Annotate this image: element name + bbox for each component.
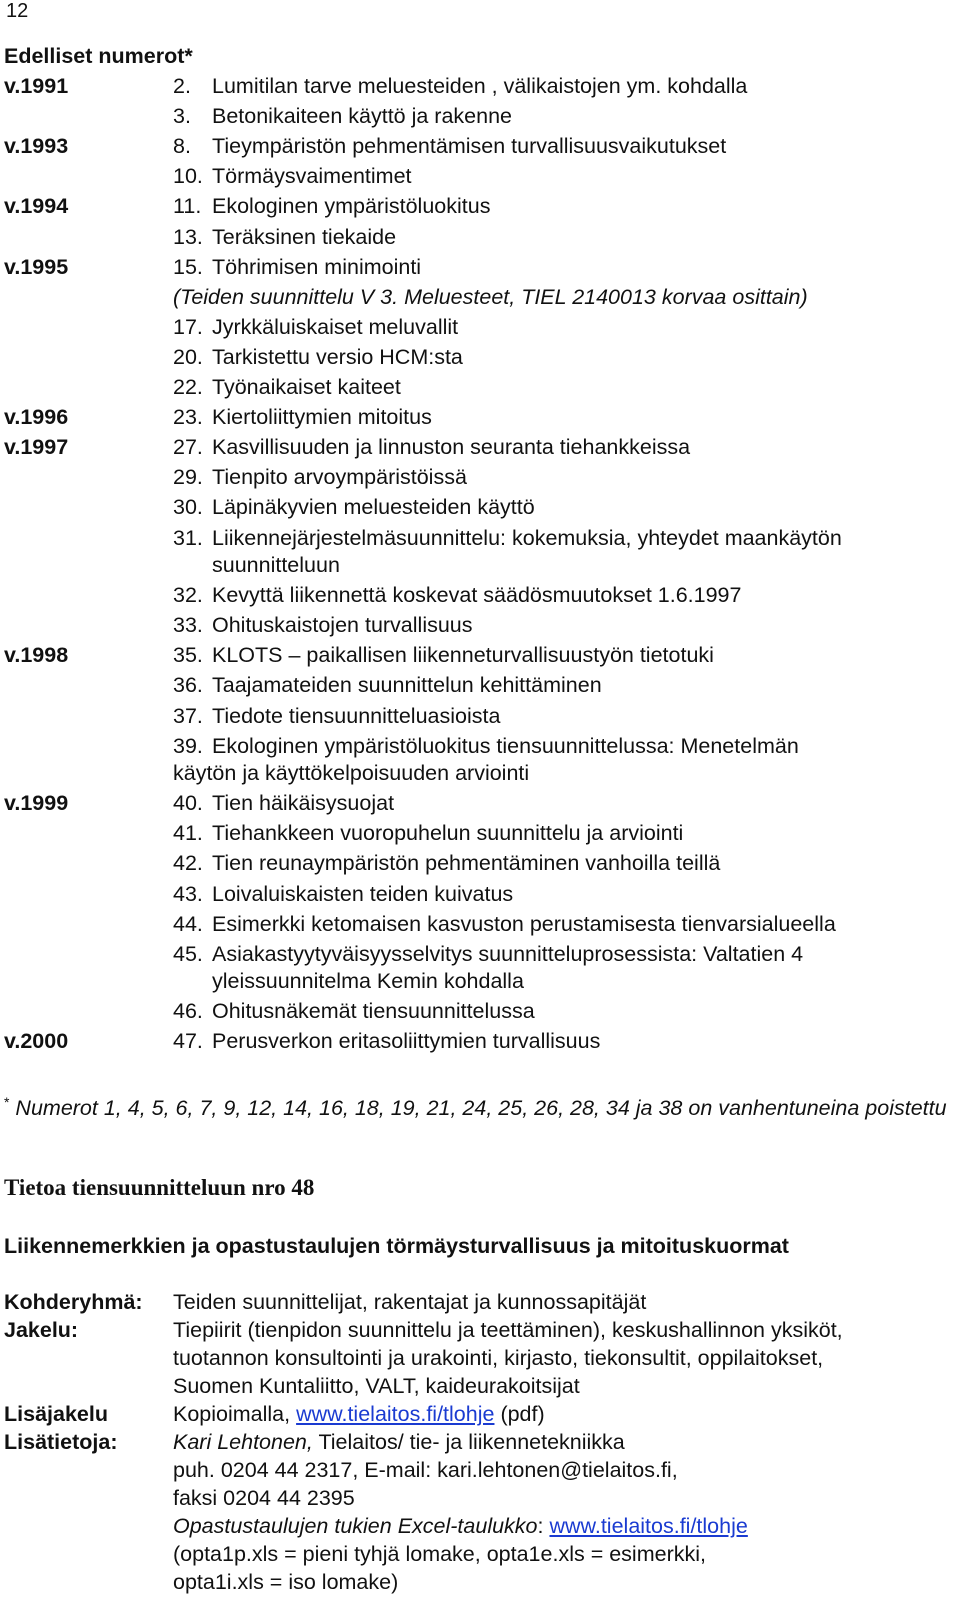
excel-label: Opastustaulujen tukien Excel-taulukko	[173, 1514, 538, 1538]
contact-label: Lisätietoja:	[4, 1430, 118, 1454]
issue-title-continuation: yleissuunnitelma Kemin kohdalla	[212, 969, 524, 994]
issue-title: Kevyttä liikennettä koskevat säädösmuutokset 1.6.1997	[212, 583, 742, 608]
issue-number: 23.	[173, 405, 203, 430]
issue-year: v.1998	[4, 643, 69, 668]
tielaitos-link[interactable]: www.tielaitos.fi/tlohje	[296, 1402, 495, 1426]
issue-number: 15.	[173, 254, 203, 279]
issue-title: Lumitilan tarve meluesteiden , välikaistojen ym. kohdalla	[212, 74, 748, 98]
issue-year: v.1995	[4, 254, 69, 279]
issue-number: 29.	[173, 465, 203, 490]
document-title: Liikennemerkkien ja opastustaulujen törmäysturvallisuus ja mitoituskuormat	[4, 1234, 789, 1258]
issue-title: Tieympäristön pehmentämisen turvallisuusvaikutukset	[212, 134, 727, 159]
issue-number: 36.	[173, 673, 203, 698]
issue-year: v.1999	[4, 791, 69, 816]
issue-title: Kasvillisuuden ja linnuston seuranta tiehankkeissa	[212, 435, 691, 460]
issue-title: Tarkistettu versio HCM:sta	[212, 344, 463, 369]
target-group-value: Teiden suunnittelijat, rakentajat ja kunnossapitäjät	[173, 1290, 647, 1314]
issue-title: Asiakastyytyväisyysselvitys suunnitteluprosessista: Valtatien 4	[212, 941, 804, 966]
distribution-line: Tiepiirit (tienpidon suunnittelu ja teettäminen), keskushallinnon yksiköt,	[173, 1318, 843, 1342]
issue-number: 40.	[173, 791, 203, 816]
issue-note: (Teiden suunnittelu V 3. Meluesteet, TIEL 2140013 korvaa osittain)	[173, 284, 808, 309]
contact-phone: puh. 0204 44 2317, E-mail: kari.lehtonen@tielaitos.fi,	[173, 1458, 678, 1482]
issue-title: Jyrkkäluiskaiset meluvallit	[212, 314, 459, 339]
issue-number: 11.	[173, 194, 202, 219]
issue-title: Työnaikaiset kaiteet	[212, 375, 401, 399]
excel-link[interactable]: www.tielaitos.fi/tlohje	[549, 1514, 748, 1538]
issue-title: Liikennejärjestelmäsuunnittelu: kokemuksia, yhteydet maankäytön	[212, 525, 842, 550]
issue-number: 8.	[173, 134, 191, 159]
issue-year: v.2000	[4, 1029, 69, 1054]
issue-title: Tiedote tiensuunnitteluasioista	[212, 703, 501, 728]
contact-fax: faksi 0204 44 2395	[173, 1486, 355, 1510]
issue-number: 43.	[173, 881, 203, 906]
issue-number: 44.	[173, 911, 203, 936]
issue-title: Ohitusnäkemät tiensuunnittelussa	[212, 999, 535, 1024]
issue-title: KLOTS – paikallisen liikenneturvallisuustyön tietotuki	[212, 643, 714, 668]
extra-distribution-label: Lisäjakelu	[4, 1402, 108, 1426]
issue-title-continuation: suunnitteluun	[212, 553, 340, 577]
issue-number: 42.	[173, 851, 203, 876]
extra-suffix: (pdf)	[494, 1402, 545, 1426]
issue-title: Tienpito arvoympäristöissä	[212, 465, 467, 490]
issue-year: v.1994	[4, 194, 69, 219]
issue-number: 33.	[173, 613, 203, 638]
issue-title: Loivaluiskaisten teiden kuivatus	[212, 881, 514, 906]
footnote	[4, 1088, 954, 1122]
issue-title: Tiehankkeen vuoropuhelun suunnittelu ja arviointi	[212, 821, 684, 846]
issue-number: 45.	[173, 941, 203, 966]
excel-line2: (opta1p.xls = pieni tyhjä lomake, opta1e.xls = esimerkki,	[173, 1542, 706, 1566]
distribution-label: Jakelu:	[4, 1318, 79, 1342]
issue-title: Törmäysvaimentimet	[212, 164, 412, 189]
issue-number: 10.	[173, 164, 203, 189]
issue-title: Töhrimisen minimointi	[212, 254, 422, 279]
issue-number: 27.	[173, 435, 203, 460]
issue-number: 39.	[173, 733, 203, 758]
issue-number: 31.	[173, 525, 203, 550]
issue-number: 17.	[173, 314, 203, 339]
issue-title: Betonikaiteen käyttö ja rakenne	[212, 104, 513, 129]
issue-number: 20.	[173, 344, 203, 369]
issue-year: v.1991	[4, 74, 69, 98]
issue-year: v.1996	[4, 405, 69, 430]
issue-title: Tien reunaympäristön pehmentäminen vanhoilla teillä	[212, 851, 721, 876]
issue-year: v.1997	[4, 435, 69, 460]
issue-number: 22.	[173, 375, 203, 399]
contact-name: Kari Lehtonen,	[173, 1430, 313, 1454]
issue-number: 41.	[173, 821, 203, 846]
issue-title: Ekologinen ympäristöluokitus tiensuunnittelussa: Menetelmän	[212, 733, 799, 758]
issue-title: Teräksinen tiekaide	[212, 224, 397, 249]
extra-distribution-value	[173, 1402, 545, 1427]
series-title: Tietoa tiensuunnitteluun nro 48	[4, 1175, 315, 1200]
contact-name-line	[173, 1430, 625, 1455]
issue-number: 47.	[173, 1029, 203, 1054]
issue-title: Ekologinen ympäristöluokitus	[212, 194, 491, 219]
issue-number: 37.	[173, 703, 203, 728]
extra-prefix: Kopioimalla,	[173, 1402, 297, 1426]
issue-title: Tien häikäisysuojat	[212, 791, 395, 816]
issue-number: 13.	[173, 224, 203, 249]
issue-year: v.1993	[4, 134, 69, 159]
footnote-text: Numerot 1, 4, 5, 6, 7, 9, 12, 14, 16, 18, 19, 21, 24, 25, 26, 28, 34 ja 38 on vanhentuneina poistettu	[9, 1096, 947, 1121]
distribution-line: Suomen Kuntaliitto, VALT, kaideurakoitsijat	[173, 1374, 580, 1398]
issue-number: 3.	[173, 104, 191, 129]
previous-issues-title: Edelliset numerot*	[4, 44, 193, 68]
issue-title: Esimerkki ketomaisen kasvuston perustamisesta tienvarsialueella	[212, 911, 836, 936]
excel-line	[173, 1514, 748, 1539]
issue-number: 46.	[173, 999, 203, 1024]
issue-title: Ohituskaistojen turvallisuus	[212, 613, 473, 638]
page-number: 12	[6, 0, 29, 22]
issue-title: Kiertoliittymien mitoitus	[212, 405, 432, 430]
target-group-label: Kohderyhmä:	[4, 1290, 143, 1314]
excel-colon: :	[537, 1514, 550, 1538]
issue-number: 35.	[173, 643, 203, 668]
issue-title-continuation: käytön ja käyttökelpoisuuden arviointi	[173, 761, 530, 786]
issue-number: 2.	[173, 74, 191, 98]
issue-number: 30.	[173, 495, 203, 520]
issue-title: Perusverkon eritasoliittymien turvallisuus	[212, 1029, 601, 1054]
contact-org: Tielaitos/ tie- ja liikennetekniikka	[312, 1430, 625, 1454]
issue-title: Taajamateiden suunnittelun kehittäminen	[212, 673, 602, 698]
issue-number: 32.	[173, 583, 203, 608]
distribution-line: tuotannon konsultointi ja urakointi, kirjasto, tiekonsultit, oppilaitokset,	[173, 1346, 824, 1370]
issue-title: Läpinäkyvien meluesteiden käyttö	[212, 495, 535, 520]
excel-line3: opta1i.xls = iso lomake)	[173, 1570, 399, 1594]
footnote-star: *	[4, 1094, 10, 1110]
